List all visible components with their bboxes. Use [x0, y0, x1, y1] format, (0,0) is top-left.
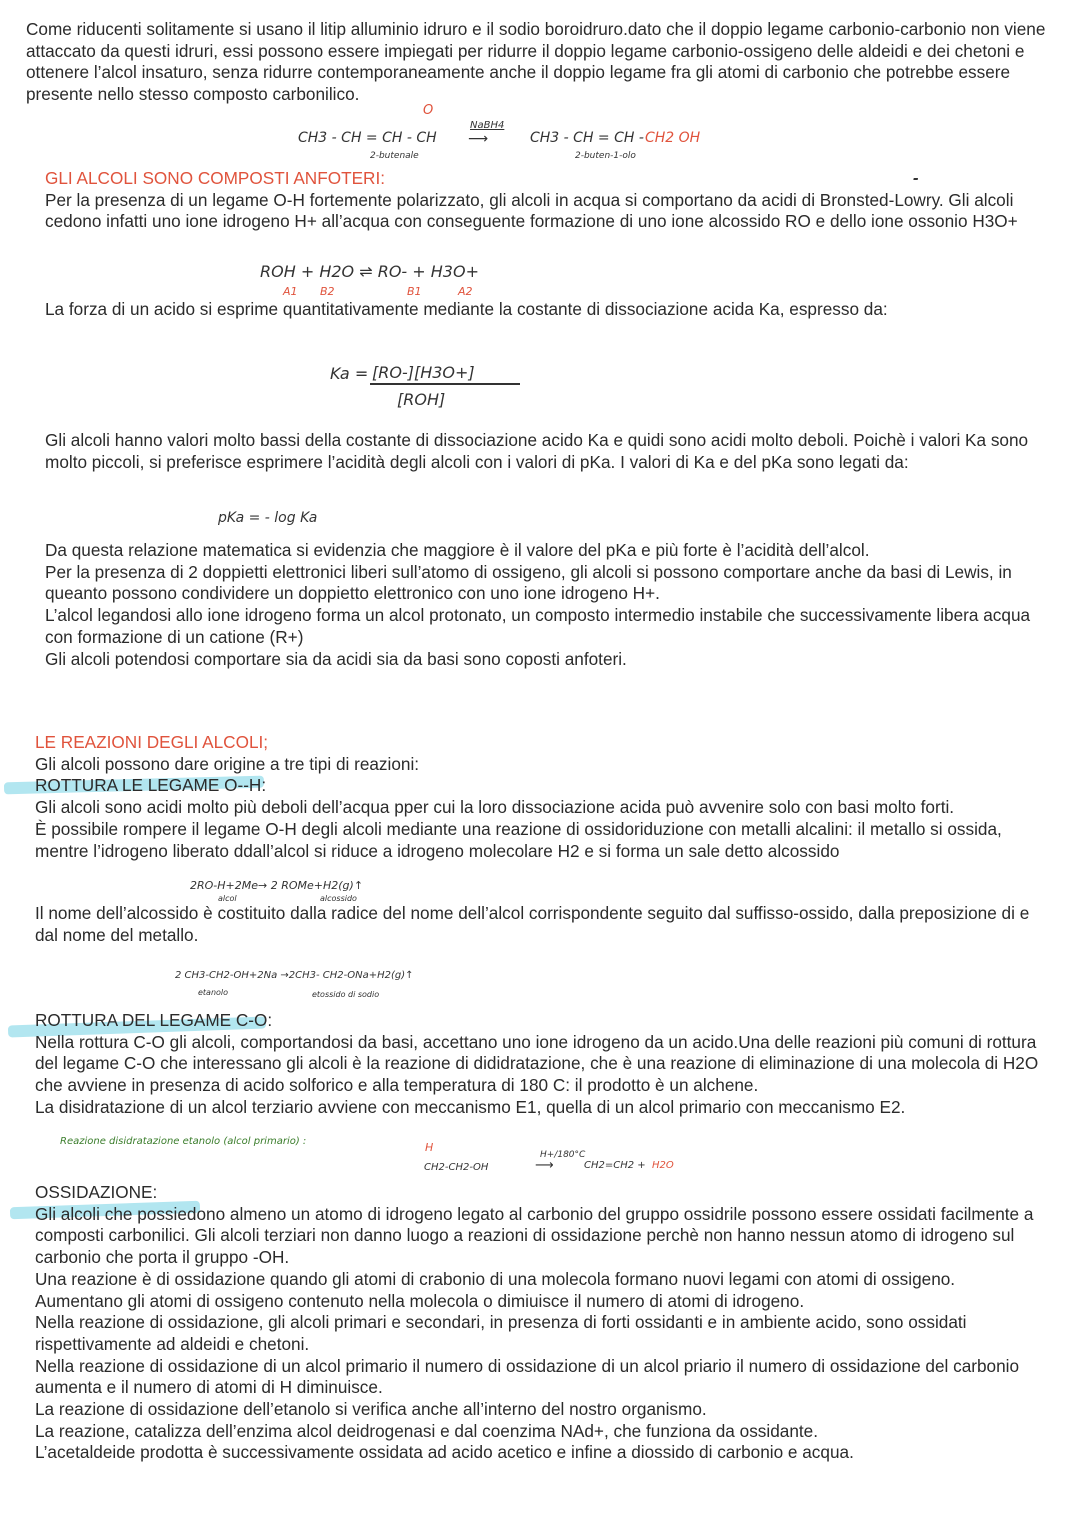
- pair-b2: B2: [320, 285, 335, 298]
- alcoxide-label-alcol: alcol: [218, 894, 237, 903]
- anfoteri-paragraph-4: Da questa relazione matematica si evidenzia che maggiore è il valore del pKa e più forte è l’acidità dell’alcol.: [45, 540, 870, 560]
- reduction-arrow: ⟶: [468, 131, 489, 147]
- ka-numerator: [RO-][H3O+]: [372, 363, 475, 382]
- rottura-oh-paragraph-2: È possibile rompere il legame O-H degli alcoli mediante una reazione di ossidoriduzione con metalli alcalini: il metallo si ossida, mentre l’idrogeno liberato ddall’alcol si riduce a idrogeno molecolare H2 e si forma un sale detto alcossido: [35, 818, 1002, 861]
- ossidazione-paragraph-4: Nella reazione di ossidazione, gli alcoli primari e secondari, in presenza di forti ossidanti e in ambiente acido, sono ossidati rispettivamente ad aldeidi e chetoni.: [35, 1312, 967, 1354]
- anfoteri-paragraph-3: Gli alcoli hanno valori molto bassi della costante di dissociazione acido Ka e quidi sono acidi molto deboli. Poichè i valori Ka sono molto piccoli, si preferisce esprimere l’acidità degli alcoli con i valori di pKa. I valori di Ka e del pKa sono legati da:: [45, 430, 1029, 472]
- rottura-co-section: [35, 1010, 1055, 1119]
- pair-a2: A2: [458, 285, 473, 298]
- intro-paragraph: Come riducenti solitamente si usano il litip alluminio idruro e il sodio boroidruro.dato che il doppio legame carbonio-carbonio non viene attaccato da questi idruri, essi possono essere impiegati per ridurre il doppio legame carbonio-ossigeno delle aldeidi e dei chetoni e ottenere l’alcol insaturo, senza ridurre contemporaneamente anche il doppio legame fra gli atomi di carbonio che potrebbe essere presente nello stesso composto carbonilico.: [26, 19, 1046, 105]
- ethoxide-label-etanolo: etanolo: [198, 988, 229, 997]
- ossidazione-section: [35, 1182, 1055, 1464]
- anfoteri-paragraph-2: La forza di un acido si esprime quantitativamente mediante la costante di dissociazione acida Ka, espresso da:: [45, 299, 888, 319]
- alcoxide-name-paragraph: Il nome dell’alcossido è costituito dalla radice del nome dell’alcol corrispondente seguito dal suffisso-ossido, dalla preposizione di e dal nome del metallo.: [35, 903, 1030, 945]
- ka-lhs: Ka =: [330, 364, 369, 383]
- label-butenolo: 2-buten-1-olo: [575, 151, 636, 161]
- ossidazione-paragraph-7: La reazione, catalizza dell’enzima alcol deidrogenasi e dal coenzima NAd+, che funziona da ossidante.: [35, 1420, 818, 1441]
- label-butenale: 2-butenale: [370, 151, 419, 161]
- carbonyl-oxygen: O: [423, 103, 434, 118]
- rottura-oh-paragraph-1: Gli alcoli sono acidi molto più deboli dell’acqua pper cui la loro dissociazione acida può avvenire solo con basi molto forti.: [35, 797, 955, 818]
- ossidazione-paragraph-1: Gli alcoli che possiedono almeno un atomo di idrogeno legato al carbonio del gruppo ossidrile possono essere ossidati facilmente a composti carbonilici. Gli alcoli terziari non danno luogo a reazioni di ossidazione perchè non hanno nessun atomo di idrogeno sul carbonio che porta il gruppo -OH.: [35, 1203, 1034, 1268]
- reduction-reactant: CH3 - CH = CH - CH: [298, 130, 437, 146]
- pair-b1: B1: [407, 285, 422, 298]
- ka-denominator: [ROH]: [397, 390, 446, 409]
- rottura-oh-heading: ROTTURA LE LEGAME O--H:: [35, 775, 267, 796]
- reazioni-section: [35, 732, 1055, 862]
- ossidazione-paragraph-2: Una reazione è di ossidazione quando gli atomi di crabonio di una molecola formano nuovi legami con atomi di ossigeno.: [35, 1268, 956, 1289]
- equilibrium-equation: ROH + H2O ⇌ RO- + H3O+: [260, 262, 479, 281]
- anfoteri-paragraph-7: Gli alcoli potendosi comportare sia da acidi sia da basi sono coposti anfoteri.: [45, 648, 627, 669]
- reduction-reagent: NaBH4: [470, 120, 505, 131]
- anfoteri-heading: GLI ALCOLI SONO COMPOSTI ANFOTERI:: [45, 168, 385, 188]
- ossidazione-heading: OSSIDAZIONE:: [35, 1182, 158, 1202]
- anfoteri-section: [45, 168, 1055, 233]
- reduction-product: CH3 - CH = CH -: [530, 130, 644, 146]
- dehydration-note: Reazione disidratazione etanolo (alcol primario) :: [60, 1136, 307, 1147]
- alcoxide-label-alcossido: alcossido: [320, 894, 357, 903]
- dehydration-arrow: ⟶: [535, 1158, 554, 1173]
- anfoteri-paragraph-5: Per la presenza di 2 doppietti elettronici liberi sull’atomo di ossigeno, gli alcoli si possono comportare anche da basi di Lewis, in queanto possono condividere un doppietto elettronico con uno ione idrogeno H+.: [45, 561, 1012, 604]
- anfoteri-paragraph-1: Per la presenza di un legame O-H fortemente polarizzato, gli alcoli in acqua si comportano da acidi di Bronsted-Lowry. Gli alcoli cedono infatti uno ione idrogeno H+ all’acqua con conseguente formazione di uno ione alcossido RO e dello ione ossonio H3O+: [45, 189, 1018, 232]
- ossidazione-paragraph-5: Nella reazione di ossidazione di un alcol primario il numero di ossidazione di un alcol priario il numero di ossidazione del carbonio aumenta e il numero di atomi di H diminuisce.: [35, 1355, 1020, 1398]
- dehydration-right: CH2=CH2 +: [584, 1160, 646, 1171]
- rottura-co-paragraph-2: La disidratazione di un alcol terziario avviene con meccanismo E1, quella di un alcol primario con meccanismo E2.: [35, 1096, 906, 1117]
- dehydration-cond: H+/180°C: [540, 1150, 586, 1160]
- ka-fraction-line: [370, 383, 520, 385]
- pka-formula: pKa = - log Ka: [218, 510, 318, 526]
- rottura-co-paragraph-1: Nella rottura C-O gli alcoli, comportandosi da basi, accettano uno ione idrogeno da un acido.Una delle reazioni più comuni di rottura del legame C-O che interessano gli alcoli è la reazione di dididratazione, che è una reazione di eliminazione di una molecola di H2O che avviene in presenza di acido solforico e alla temperatura di 180 C: il prodotto è un alchene.: [35, 1031, 1039, 1096]
- anfoteri-section-3: [45, 540, 1050, 670]
- ethoxide-equation: 2 CH3-CH2-OH+2Na →2CH3- CH2-ONa+H2(g)↑: [175, 970, 414, 981]
- reazioni-heading: LE REAZIONI DEGLI ALCOLI;: [35, 732, 269, 752]
- dehydration-left: CH2-CH2-OH: [424, 1162, 489, 1173]
- reazioni-intro: Gli alcoli possono dare origine a tre tipi di reazioni:: [35, 753, 420, 774]
- ossidazione-paragraph-8: L’acetaldeide prodotta è successivamente ossidata ad acido acetico e infine a diossido di carbonio e acqua.: [35, 1442, 854, 1463]
- anfoteri-section-2: [45, 430, 1055, 473]
- ethoxide-label-etossido: etossido di sodio: [312, 990, 380, 999]
- anfoteri-paragraph-6: L’alcol legandosi allo ione idrogeno forma un alcol protonato, un composto intermedio instabile che successivamente libera acqua con formazione di un catione (R+): [45, 605, 1031, 647]
- alcoxide-equation: 2RO-H+2Me→ 2 ROMe+H2(g)↑: [190, 879, 364, 892]
- rottura-co-heading: ROTTURA DEL LEGAME C-O:: [35, 1010, 273, 1030]
- ossidazione-paragraph-3: Aumentano gli atomi di ossigeno contenuto nella molecola o dimiuisce il numero di atomi di idrogeno.: [35, 1290, 805, 1311]
- reduction-product-ch2oh: CH2 OH: [645, 130, 701, 146]
- minus-mark: ‐: [913, 171, 919, 187]
- ossidazione-paragraph-6: La reazione di ossidazione dell’etanolo si verifica anche all’interno del nostro organismo.: [35, 1399, 707, 1420]
- dehydration-water: H2O: [652, 1160, 674, 1171]
- pair-a1: A1: [283, 285, 298, 298]
- dehydration-h: H: [425, 1141, 434, 1154]
